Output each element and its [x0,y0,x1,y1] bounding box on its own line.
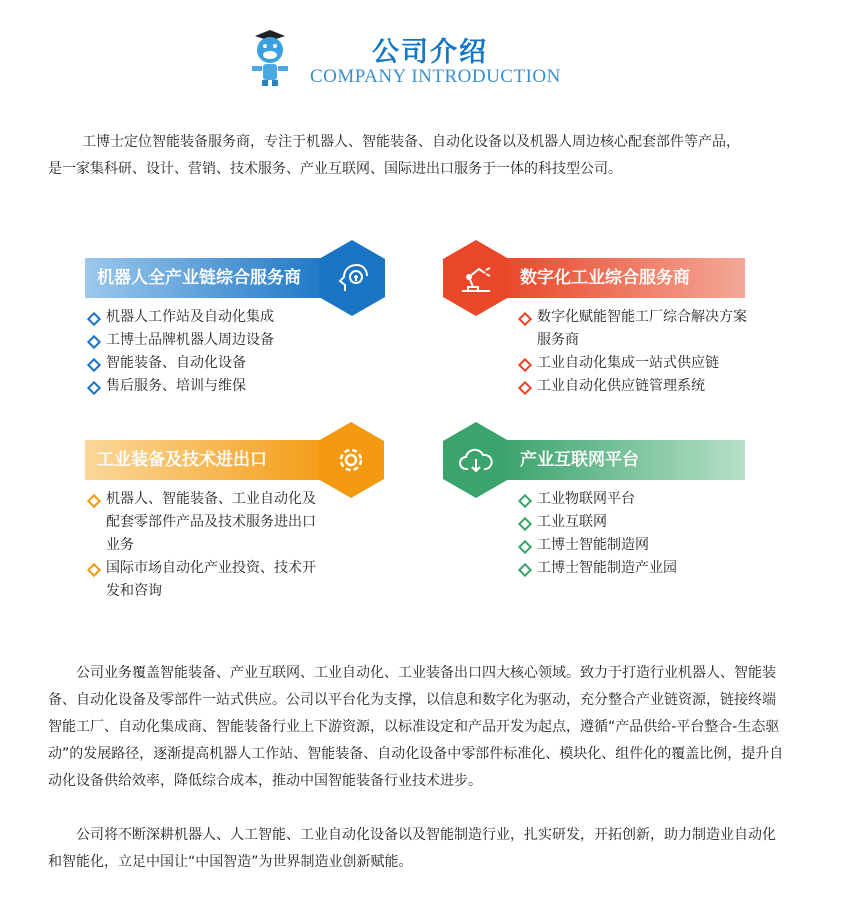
list-item: 工业互联网 [517,511,757,534]
body-paragraph-2: 公司将不断深耕机器人、人工智能、工业自动化设备以及智能制造行业，扎实研发，开拓创新，助力制造业自动化和智能化，立足中国让“中国智造”为世界制造业创新赋能。 [48,827,776,870]
list-item: 工业自动化集成一站式供应链 [517,352,757,375]
service-list-robot [86,306,326,398]
list-item: 工博士智能制造网 [517,534,757,557]
service-list-internet [517,488,757,580]
list-item: 工博士品牌机器人周边设备 [86,329,326,352]
list-item: 国际市场自动化产业投资、技术开发和咨询 [86,557,321,603]
body-paragraph-1: 公司业务覆盖智能装备、产业互联网、工业自动化、工业装备出口四大核心领域。致力于打造行业机器人、智能装备、自动化设备及零部件一站式供应。公司以平台化为支撑，以信息和数字化为驱动，充分整合产业链资源，链接终端智能工厂、自动化集成商、智能装备行业上下游资源，以标准设定和产品开发为起点，遵循“产品供给-平台整合-生态驱动”的发展路径，逐渐提高机器人工作站、智能装备、自动化设备中零部件标准化、模块化、组件化的覆盖比例，提升自动化设备供给效率，降低综合成本，推动中国智能装备行业技术进步。 [48,665,784,789]
intro-line: 工博士定位智能装备服务商，专注于机器人、智能装备、自动化设备以及机器人周边核心配套部件等产品， [82,134,740,150]
service-title-digital: 数字化工业综合服务商 [500,258,745,298]
list-item: 智能装备、自动化设备 [86,352,326,375]
service-list-digital [517,306,757,398]
list-item: 工业物联网平台 [517,488,757,511]
service-title-export: 工业装备及技术进出口 [85,440,335,480]
page-subtitle: COMPANY INTRODUCTION [310,66,561,87]
list-item: 机器人工作站及自动化集成 [86,306,326,329]
intro-line: 是一家集科研、设计、营销、技术服务、产业互联网、国际进出口服务于一体的科技型公司。 [48,161,622,177]
service-list-export [86,488,321,603]
cloud-download-icon [443,422,509,498]
service-title-internet: 产业互联网平台 [500,440,745,480]
gear-icon [318,422,384,498]
list-item: 工业自动化供应链管理系统 [517,375,757,398]
robotic-arm-icon [443,240,509,316]
list-item: 机器人、智能装备、工业自动化及配套零部件产品及技术服务进出口业务 [86,488,321,557]
service-title-robot: 机器人全产业链综合服务商 [85,258,335,298]
page-title: 公司介绍 [372,37,488,68]
intro-text [48,129,828,183]
list-item: 数字化赋能智能工厂综合解决方案服务商 [517,306,757,352]
list-item: 工博士智能制造产业园 [517,557,757,580]
mascot-icon [250,28,300,88]
robot-head-gear-icon [319,240,385,316]
list-item: 售后服务、培训与维保 [86,375,326,398]
